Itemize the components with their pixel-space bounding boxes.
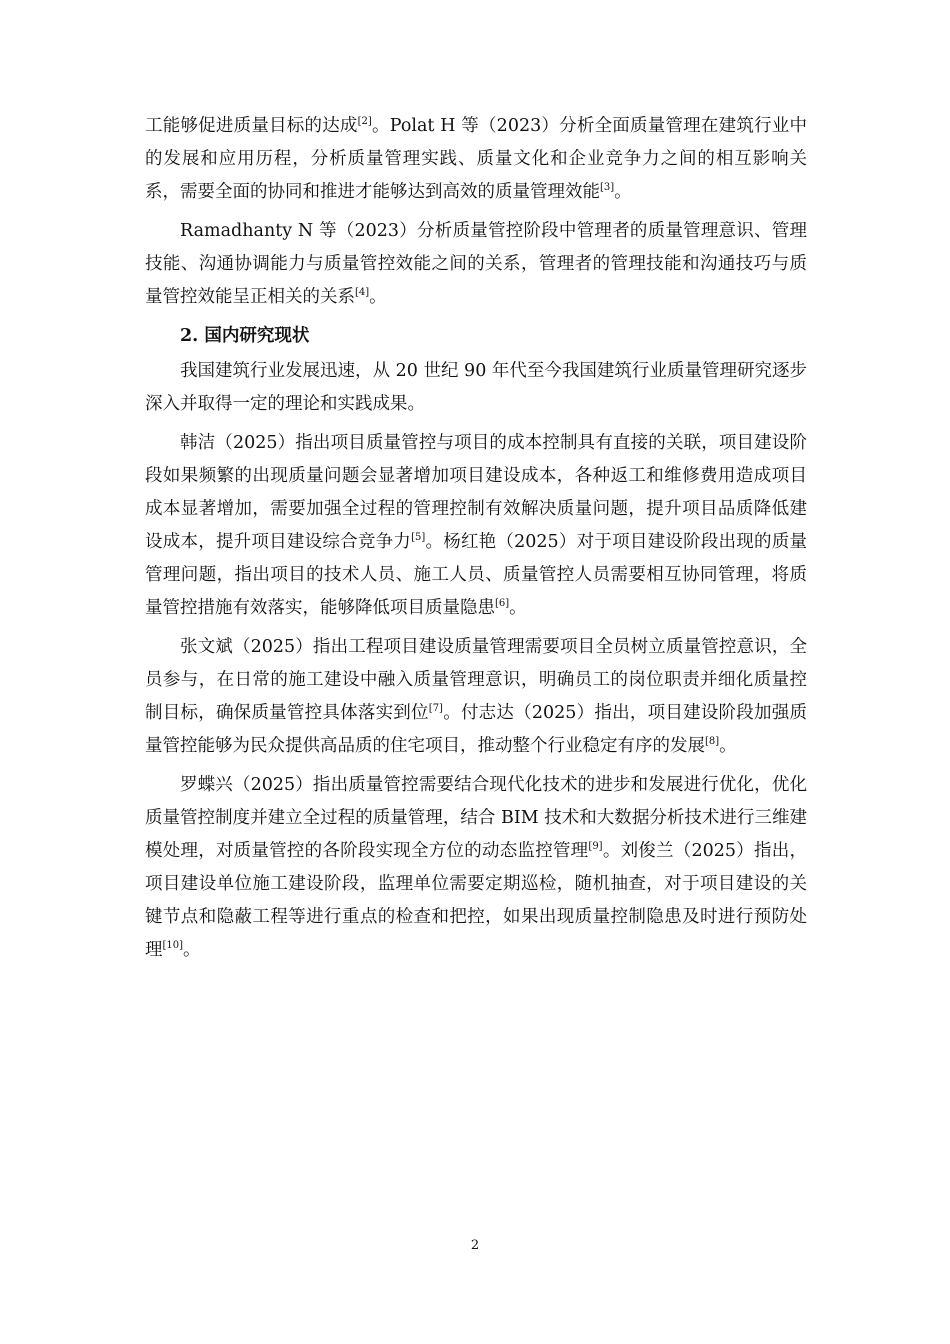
body-paragraph bbox=[145, 110, 807, 209]
body-paragraph bbox=[145, 769, 807, 967]
citation-marker: [9] bbox=[588, 841, 603, 852]
paragraph-text: 2. 国内研究现状 bbox=[180, 326, 310, 346]
body-paragraph bbox=[145, 355, 807, 421]
citation-marker: [10] bbox=[162, 940, 184, 951]
citation-marker: [8] bbox=[705, 736, 720, 747]
paragraph-text: 我国建筑行业发展迅速，从 20 世纪 90 年代至今我国建筑行业质量管理研究逐步深入并取得一定的理论和实践成果。 bbox=[145, 361, 807, 414]
paragraph-text: 。 bbox=[369, 287, 387, 307]
citation-marker: [5] bbox=[411, 532, 426, 543]
citation-marker: [3] bbox=[600, 182, 615, 193]
paragraph-text: 。 bbox=[183, 940, 201, 960]
paragraph-text: 工能够促进质量目标的达成 bbox=[145, 116, 358, 136]
document-body bbox=[145, 110, 807, 973]
paragraph-text: 张文斌（2025）指出工程项目建设质量管理需要项目全员树立质量管控意识，全员参与，在日常的施工建设中融入质量管理意识，明确员工的岗位职责并细化质量控制目标，确保质量管控具体落实到位 bbox=[145, 637, 807, 723]
citation-marker: [4] bbox=[355, 287, 370, 298]
paragraph-text: 。 bbox=[614, 182, 632, 202]
citation-marker: [6] bbox=[495, 598, 510, 609]
body-paragraph bbox=[145, 215, 807, 314]
paragraph-text: 。 bbox=[509, 598, 527, 618]
paragraph-text: 。刘俊兰（2025）指出，项目建设单位施工建设阶段，监理单位需要定期巡检，随机抽查，对于项目建设的关键节点和隐蔽工程等进行重点的检查和把控，如果出现质量控制隐患及时进行预防处理 bbox=[145, 841, 807, 960]
paragraph-text: 韩洁（2025）指出项目质量管控与项目的成本控制具有直接的关联，项目建设阶段如果频繁的出现质量问题会显著增加项目建设成本，各种返工和维修费用造成项目成本显著增加，需要加强全过程的管理控制有效解决质量问题，提升项目品质降低建设成本，提升项目建设综合竞争力 bbox=[145, 433, 807, 552]
section-heading bbox=[145, 320, 807, 353]
paragraph-text: 。杨红艳（2025）对于项目建设阶段出现的质量管理问题，指出项目的技术人员、施工人员、质量管控人员需要相互协同管理，将质量管控措施有效落实，能够降低项目质量隐患 bbox=[145, 532, 808, 618]
citation-marker: [7] bbox=[428, 703, 443, 714]
citation-marker: [2] bbox=[357, 116, 372, 127]
paragraph-text: Ramadhanty N 等（2023）分析质量管控阶段中管理者的质量管理意识、管理技能、沟通协调能力与质量管控效能之间的关系，管理者的管理技能和沟通技巧与质量管控效能呈正相关的关系 bbox=[145, 221, 807, 307]
paragraph-text: 。 bbox=[719, 736, 737, 756]
paragraph-text: 。付志达（2025）指出，项目建设阶段加强质量管控能够为民众提供高品质的住宅项目，推动整个行业稳定有序的发展 bbox=[145, 703, 807, 756]
body-paragraph bbox=[145, 631, 807, 763]
body-paragraph bbox=[145, 427, 807, 625]
paragraph-text: 罗蝶兴（2025）指出质量管控需要结合现代化技术的进步和发展进行优化，优化质量管控制度并建立全过程的质量管理，结合 BIM 技术和大数据分析技术进行三维建模处理，对质量管控的各阶段实现全方位的动态监控管理 bbox=[145, 775, 807, 861]
page-number: 2 bbox=[470, 1238, 480, 1253]
paragraph-text: 。Polat H 等（2023）分析全面质量管理在建筑行业中的发展和应用历程，分析质量管理实践、质量文化和企业竞争力之间的相互影响关系，需要全面的协同和推进才能够达到高效的质量管理效能 bbox=[145, 116, 808, 202]
